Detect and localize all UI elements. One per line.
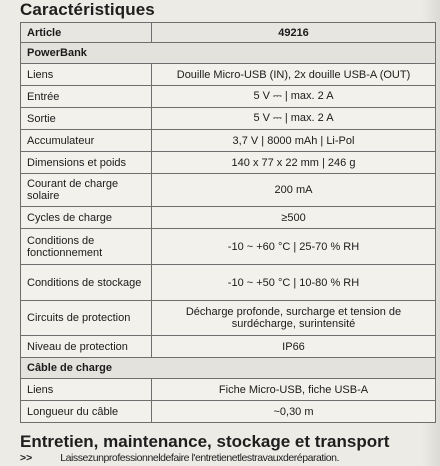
table-header-row xyxy=(21,23,436,43)
row-label: Circuits de protection xyxy=(21,301,152,336)
header-value: 49216 xyxy=(152,23,436,43)
table-row xyxy=(21,174,436,207)
row-value: ≥500 xyxy=(152,207,436,229)
table-row xyxy=(21,108,436,130)
section-heading: Entretien, maintenance, stockage et transport xyxy=(20,432,390,451)
row-value: 3,7 V | 8000 mAh | Li-Pol xyxy=(152,130,436,152)
row-label: Dimensions et poids xyxy=(21,152,152,174)
table-row xyxy=(21,207,436,229)
row-label: Conditions de stockage xyxy=(21,265,152,301)
instruction-note xyxy=(20,452,339,464)
row-label: Longueur du câble xyxy=(21,401,152,423)
row-label: Niveau de protection xyxy=(21,336,152,358)
row-value: Décharge profonde, surcharge et tension de surdécharge, surintensité xyxy=(152,301,436,336)
table-row xyxy=(21,301,436,336)
table-row xyxy=(21,130,436,152)
table-row xyxy=(21,152,436,174)
row-label: Courant de charge solaire xyxy=(21,174,152,207)
table-row xyxy=(21,379,436,401)
row-value: -10 ~ +60 °C | 25-70 % RH xyxy=(152,229,436,265)
table-row xyxy=(21,336,436,358)
table-row xyxy=(21,86,436,108)
row-label: Liens xyxy=(21,379,152,401)
spec-table xyxy=(20,22,436,423)
section-row-cable xyxy=(21,358,436,379)
section-title: PowerBank xyxy=(21,43,436,64)
header-label: Article xyxy=(21,23,152,43)
row-value: 140 x 77 x 22 mm | 246 g xyxy=(152,152,436,174)
row-label: Entrée xyxy=(21,86,152,108)
table-row xyxy=(21,229,436,265)
row-value: IP66 xyxy=(152,336,436,358)
table-row xyxy=(21,64,436,86)
section-row-powerbank xyxy=(21,43,436,64)
row-value: Fiche Micro-USB, fiche USB-A xyxy=(152,379,436,401)
row-value: -10 ~ +50 °C | 10-80 % RH xyxy=(152,265,436,301)
row-label: Accumulateur xyxy=(21,130,152,152)
double-chevron-right-icon: >> xyxy=(20,452,33,464)
row-value: Douille Micro-USB (IN), 2x douille USB-A (OUT) xyxy=(152,64,436,86)
row-value: 200 mA xyxy=(152,174,436,207)
row-value: 5 V ⎓ | max. 2 A xyxy=(152,108,436,130)
row-label: Cycles de charge xyxy=(21,207,152,229)
section-title: Câble de charge xyxy=(21,358,436,379)
page-title: Caractéristiques xyxy=(20,0,155,19)
row-label: Sortie xyxy=(21,108,152,130)
table-row xyxy=(21,265,436,301)
instruction-text: Laissezunprofessionneldefaire l'entretienetlestravauxderéparation. xyxy=(60,452,340,464)
row-value: 5 V ⎓ | max. 2 A xyxy=(152,86,436,108)
table-row xyxy=(21,401,436,423)
row-label: Conditions de fonctionnement xyxy=(21,229,152,265)
row-label: Liens xyxy=(21,64,152,86)
row-value: ~0,30 m xyxy=(152,401,436,423)
